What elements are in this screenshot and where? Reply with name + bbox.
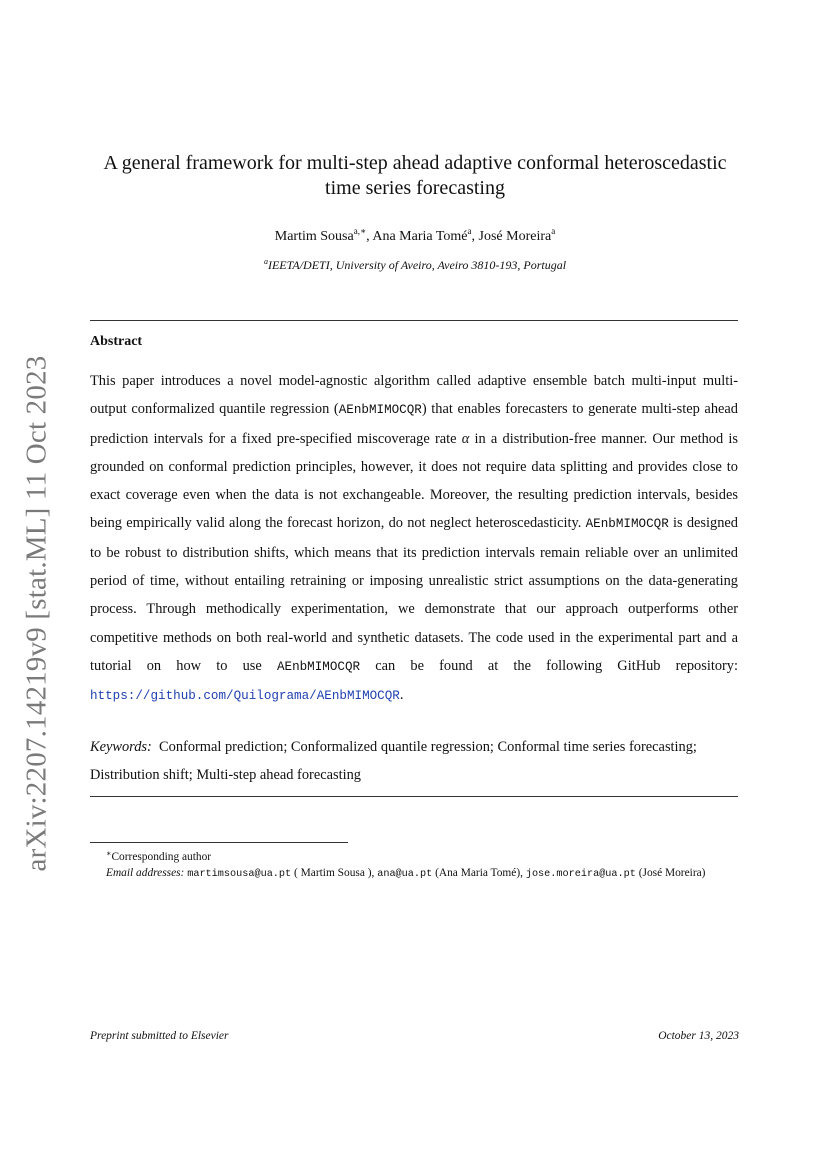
author-affiliation-mark: a,∗ <box>353 226 367 236</box>
algorithm-name: AEnbMIMOCQR <box>338 403 422 418</box>
algorithm-name: AEnbMIMOCQR <box>585 517 669 532</box>
footnote-mark: ∗ <box>106 849 112 858</box>
affiliation-mark: a <box>263 257 268 266</box>
author-affiliation-mark: a <box>467 226 472 236</box>
abstract-body <box>90 367 738 711</box>
keywords-label: Keywords: <box>90 739 152 755</box>
footnote-divider <box>90 842 348 843</box>
keywords-text: Conformal prediction; Conformalized quantile regression; Conformal time series forecasting; Distribution shift; Multi-step ahead forecasting <box>90 739 697 784</box>
top-divider <box>90 320 738 321</box>
paper-title: A general framework for multi-step ahead adaptive conformal heteroscedastic time series forecasting <box>103 152 727 199</box>
abstract-heading: Abstract <box>90 334 143 349</box>
affiliation-text: IEETA/DETI, University of Aveiro, Aveiro 3810-193, Portugal <box>267 258 567 272</box>
bottom-divider <box>90 796 738 797</box>
footnote <box>90 846 740 882</box>
author-separator: , <box>366 229 373 244</box>
email-link[interactable]: jose.moreira@ua.pt <box>525 868 636 880</box>
abstract-text: in a distribution-free manner. Our method is grounded on conformal prediction principles, however, it does not require data splitting and provides close to exact coverage even when the data is not exchangeable. Moreover, the resulting prediction intervals, besides being empirically valid along the forecast horizon, do not neglect heteroscedasticity. <box>90 430 739 532</box>
author-list <box>90 226 740 245</box>
author-name: José Moreira <box>478 229 552 244</box>
abstract-text: This paper introduces a novel model-agnostic algorithm called adaptive ensemble batch multi-input multi-output conformalized quantile regression ( <box>90 373 738 418</box>
abstract-text: . <box>399 687 404 704</box>
email-link[interactable]: ana@ua.pt <box>377 868 433 880</box>
email-label: Email addresses: <box>106 866 185 879</box>
abstract-text: ) that enables forecasters to generate multi-step ahead prediction intervals for a fixed pre-specified miscoverage rate <box>90 401 738 447</box>
keywords <box>90 733 738 790</box>
arxiv-identifier: arXiv:2207.14219v9 [stat.ML] 11 Oct 2023 <box>20 355 53 871</box>
abstract-text: can be found at the following GitHub repository: <box>360 657 738 674</box>
abstract-text: is designed to be robust to distribution shifts, which means that its prediction intervals remain reliable over an unlimited period of time, without entailing retraining or imposing unrealistic strict assumptions on the data-generating process. Through methodically experimentation, we demonstrate that our approach outperforms other competitive methods on both real-world and synthetic datasets. The code used in the experimental part and a tutorial on how to use <box>90 515 738 674</box>
footer-preprint-note: Preprint submitted to Elsevier <box>90 1030 229 1042</box>
affiliation <box>90 257 740 273</box>
email-link[interactable]: martimsousa@ua.pt <box>187 868 292 880</box>
footer-date: October 13, 2023 <box>658 1030 739 1042</box>
author-name: Ana Maria Tomé <box>372 229 468 244</box>
email-owner: ( Martim Sousa ), <box>291 866 378 879</box>
email-owner: (José Moreira) <box>635 866 706 879</box>
alpha-symbol: α <box>461 430 470 447</box>
author-separator: , <box>471 229 479 244</box>
email-owner: (Ana Maria Tomé), <box>432 866 526 879</box>
github-repo-link[interactable]: https://github.com/Quilograma/AEnbMIMOCQR <box>90 689 400 704</box>
algorithm-name: AEnbMIMOCQR <box>276 659 361 674</box>
author-affiliation-mark: a <box>551 226 556 236</box>
arxiv-margin-stamp <box>14 355 60 871</box>
email-addresses <box>90 866 740 883</box>
author-name: Martim Sousa <box>274 229 354 244</box>
corresponding-label: Corresponding author <box>111 851 212 863</box>
corresponding-author-note <box>90 846 740 866</box>
